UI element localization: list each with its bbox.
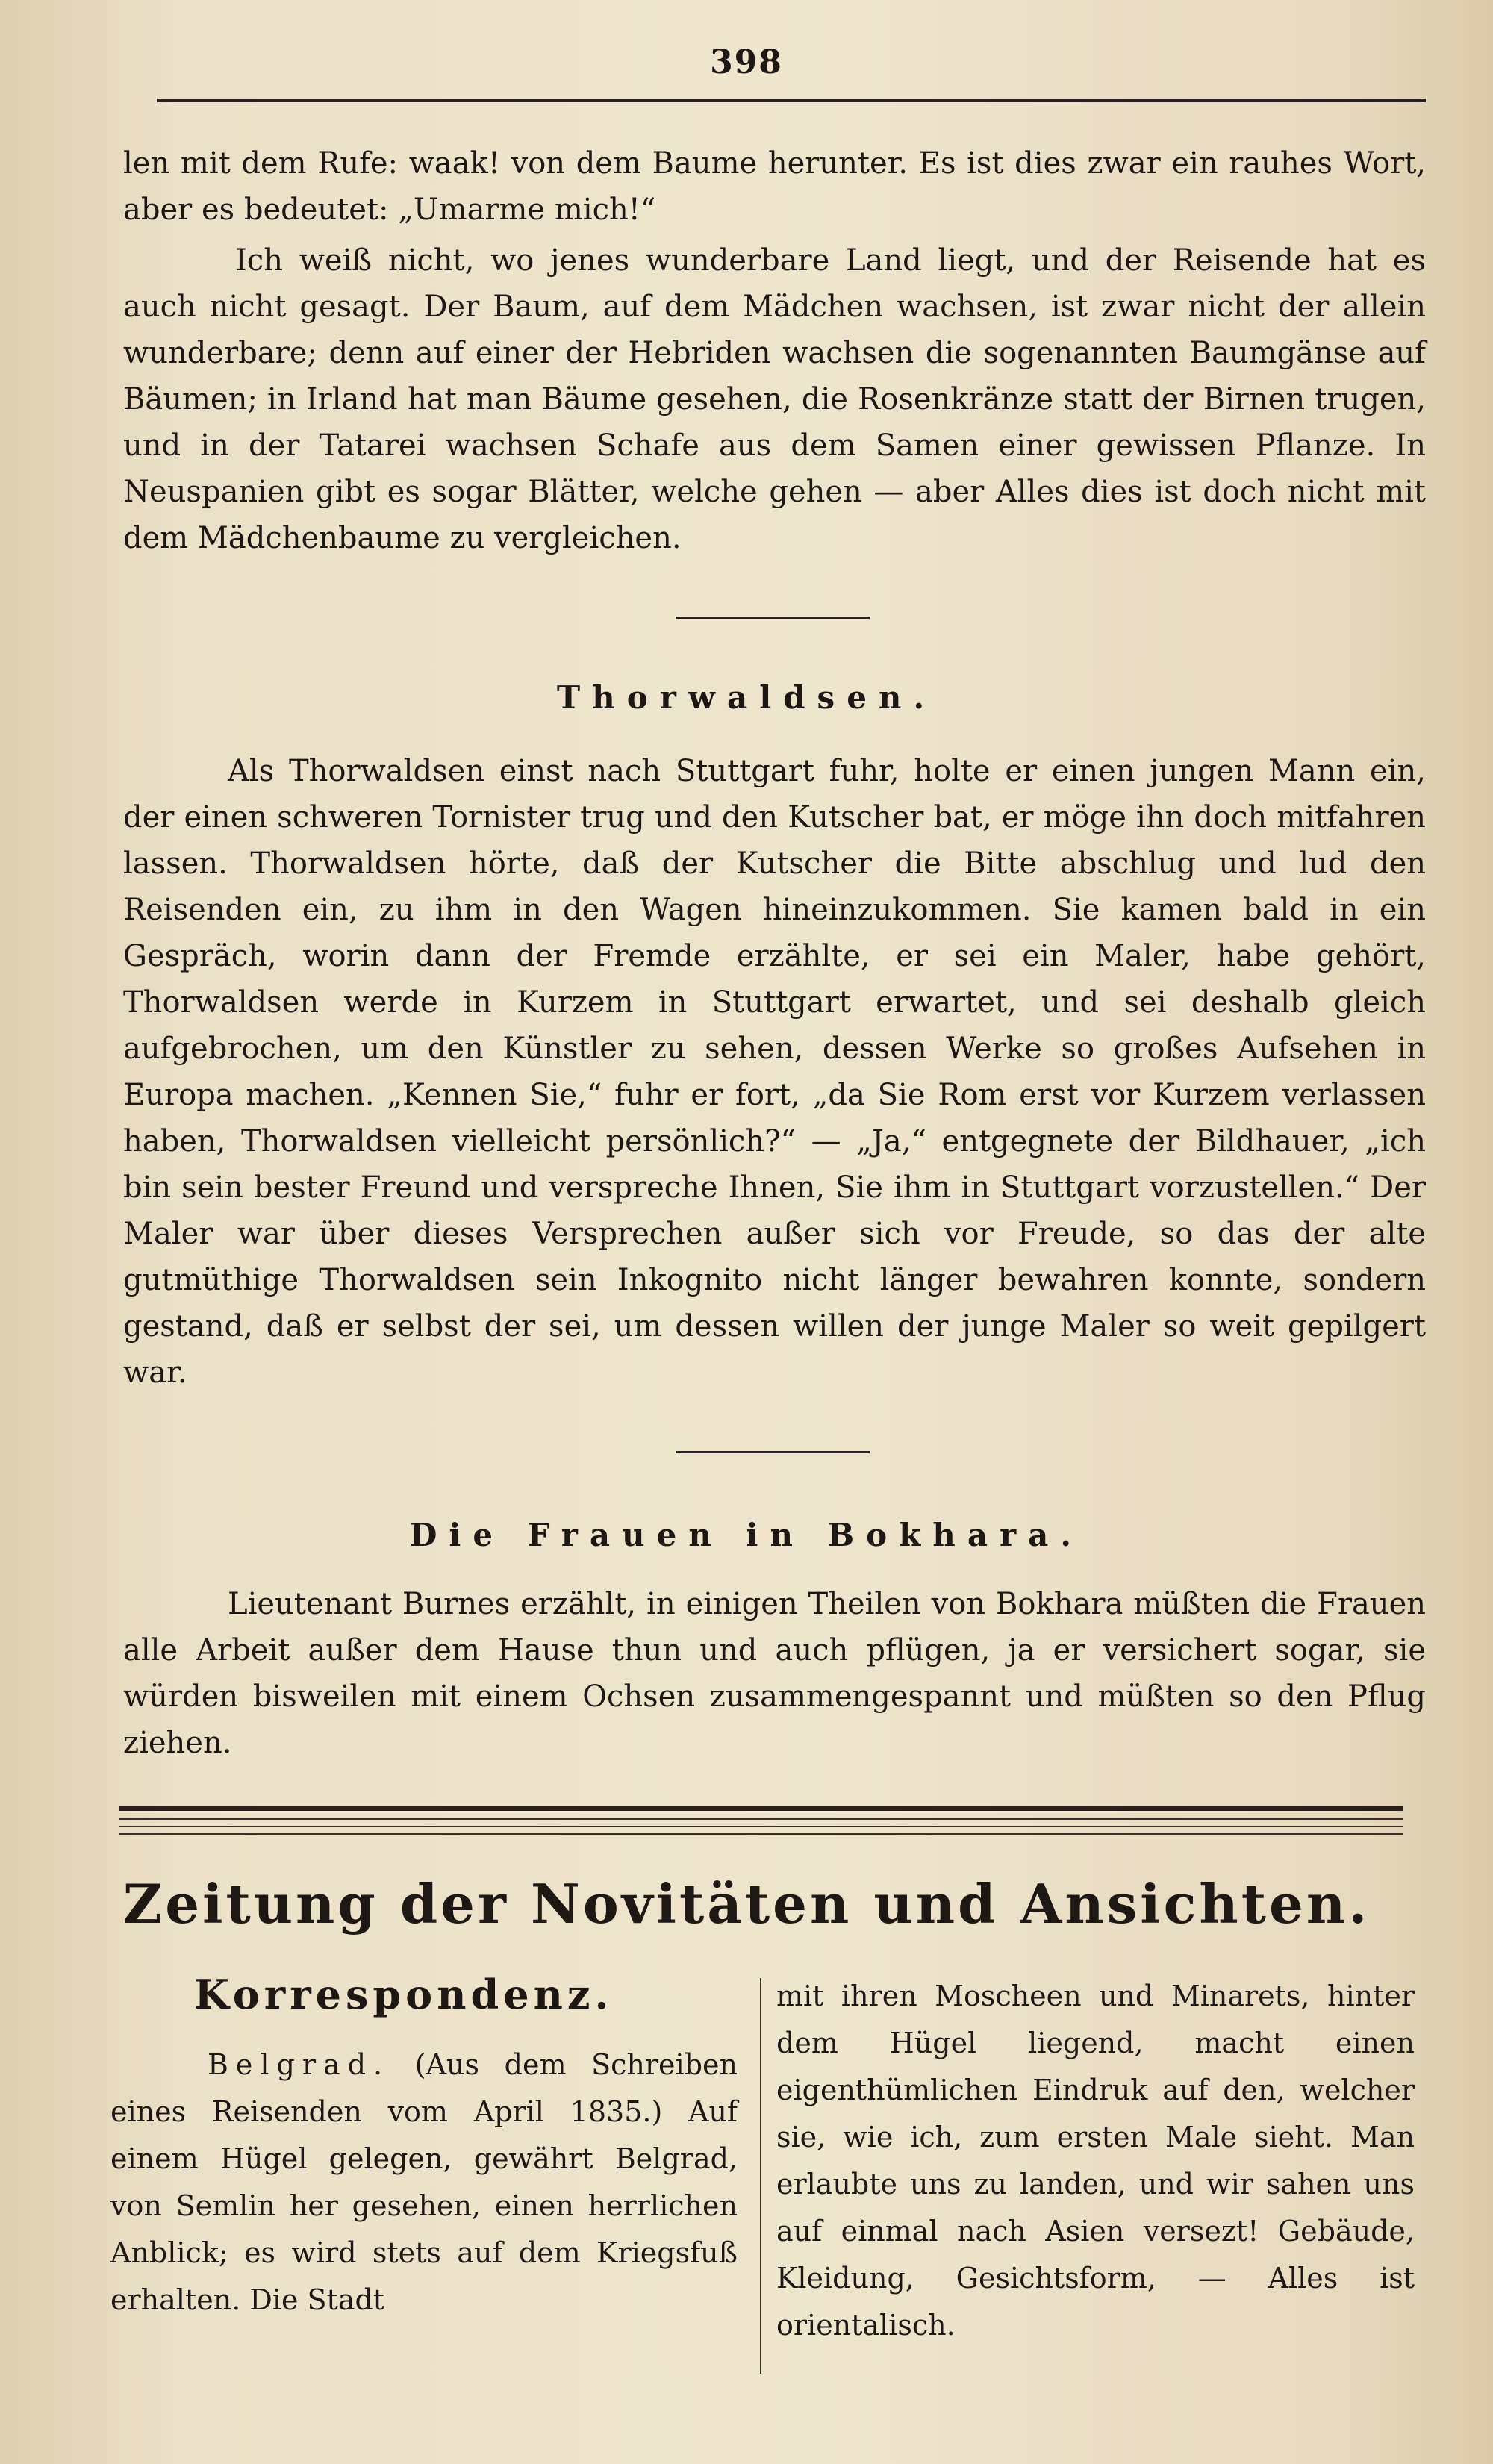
masthead-rule-thin-3 [119,1833,1403,1835]
masthead-rule-thick [119,1806,1403,1811]
header-rule [157,99,1426,102]
article2-body: Als Thorwaldsen einst nach Stuttgart fuhr, holte er einen jungen Mann ein, der einen schweren Tornister trug und den Kutscher bat, er möge ihn doch mitfahren lassen. Thorwaldsen hörte, daß der Kutscher die Bitte abschlug und lud den Reisenden ein, zu ihm in den Wagen hineinzukommen. Sie kamen bald in ein Gespräch, worin dann der Fremde erzählte, er sei ein Maler, habe gehört, Thorwaldsen werde in Kurzem in Stuttgart erwartet, und sei deshalb gleich aufgebrochen, um den Künstler zu sehen, dessen Werke so großes Aufsehen in Europa machen. „Kennen Sie,“ fuhr er fort, „da Sie Rom erst vor Kurzem verlassen haben, Thorwaldsen vielleicht persönlich?“ — „Ja,“ entgegnete der Bildhauer, „ich bin sein bester Freund und verspreche Ihnen, Sie ihm in Stuttgart vorzustellen.“ Der Maler war über dieses Versprechen außer sich vor Freude, so das der alte gutmüthige Thorwaldsen sein Inkognito nicht länger bewahren konnte, sondern gestand, daß er selbst der sei, um dessen willen der junge Maler so weit gepilgert war. [123,754,1426,1390]
dateline-place: Belgrad. [208,2048,390,2081]
right-column-text: mit ihren Moscheen und Minarets, hinter dem Hügel liegend, macht einen eigenthümlichen Eindruk auf den, welcher sie, wie ich, zum ersten Male sieht. Man erlaubte uns zu landen, und wir sahen uns auf einmal nach Asien versezt! Gebäude, Kleidung, Gesichtsform, — Alles ist orientalisch. [776,1980,1415,2342]
masthead-rule-thin [119,1818,1403,1820]
left-column [110,2042,738,2324]
right-column [776,1973,1415,2349]
masthead-rule-thin-2 [119,1826,1403,1827]
section-divider-1 [676,617,870,619]
left-column-text: (Aus dem Schreiben eines Reisenden vom April 1835.) Auf einem Hügel gelegen, gewährt Belgrad, von Semlin her gesehen, einen herrlichen Anblick; es wird stets auf dem Kriegsfuß erhalten. Die Stadt [110,2048,738,2316]
article2-heading: Thorwaldsen. [556,679,937,716]
section-divider-2 [676,1451,870,1453]
page-number: 398 [710,43,783,81]
article3-body: Lieutenant Burnes erzählt, in einigen Theilen von Bokhara müßten die Frauen alle Arbeit außer dem Hause thun und auch pflügen, ja er versichert sogar, sie würden bisweilen mit einem Ochsen zusammengespannt und müßten so den Pflug ziehen. [123,1587,1426,1760]
article3-heading: Die Frauen in Bokhara. [410,1517,1083,1553]
column-heading: Korrespondenz. [194,1971,614,2018]
article1-para1: len mit dem Rufe: waak! von dem Baume herunter. Es ist dies zwar ein rauhes Wort, aber es bedeutet: „Umarme mich!“ [123,146,1426,227]
masthead-title: Zeitung der Novitäten und Ansichten. [122,1872,1371,1936]
column-divider [760,1978,761,2374]
article1-para2: Ich weiß nicht, wo jenes wunderbare Land liegt, und der Reisende hat es auch nicht gesagt. Der Baum, auf dem Mädchen wachsen, ist zwar nicht der allein wunderbare; denn auf einer der Hebriden wachsen die sogenannten Baumgänse auf Bäumen; in Irland hat man Bäume gesehen, die Rosenkränze statt der Birnen trugen, und in der Tatarei wachsen Schafe aus dem Samen einer gewissen Pflanze. In Neuspanien gibt es sogar Blätter, welche gehen — aber Alles dies ist doch nicht mit dem Mädchenbaume zu vergleichen. [123,243,1426,555]
